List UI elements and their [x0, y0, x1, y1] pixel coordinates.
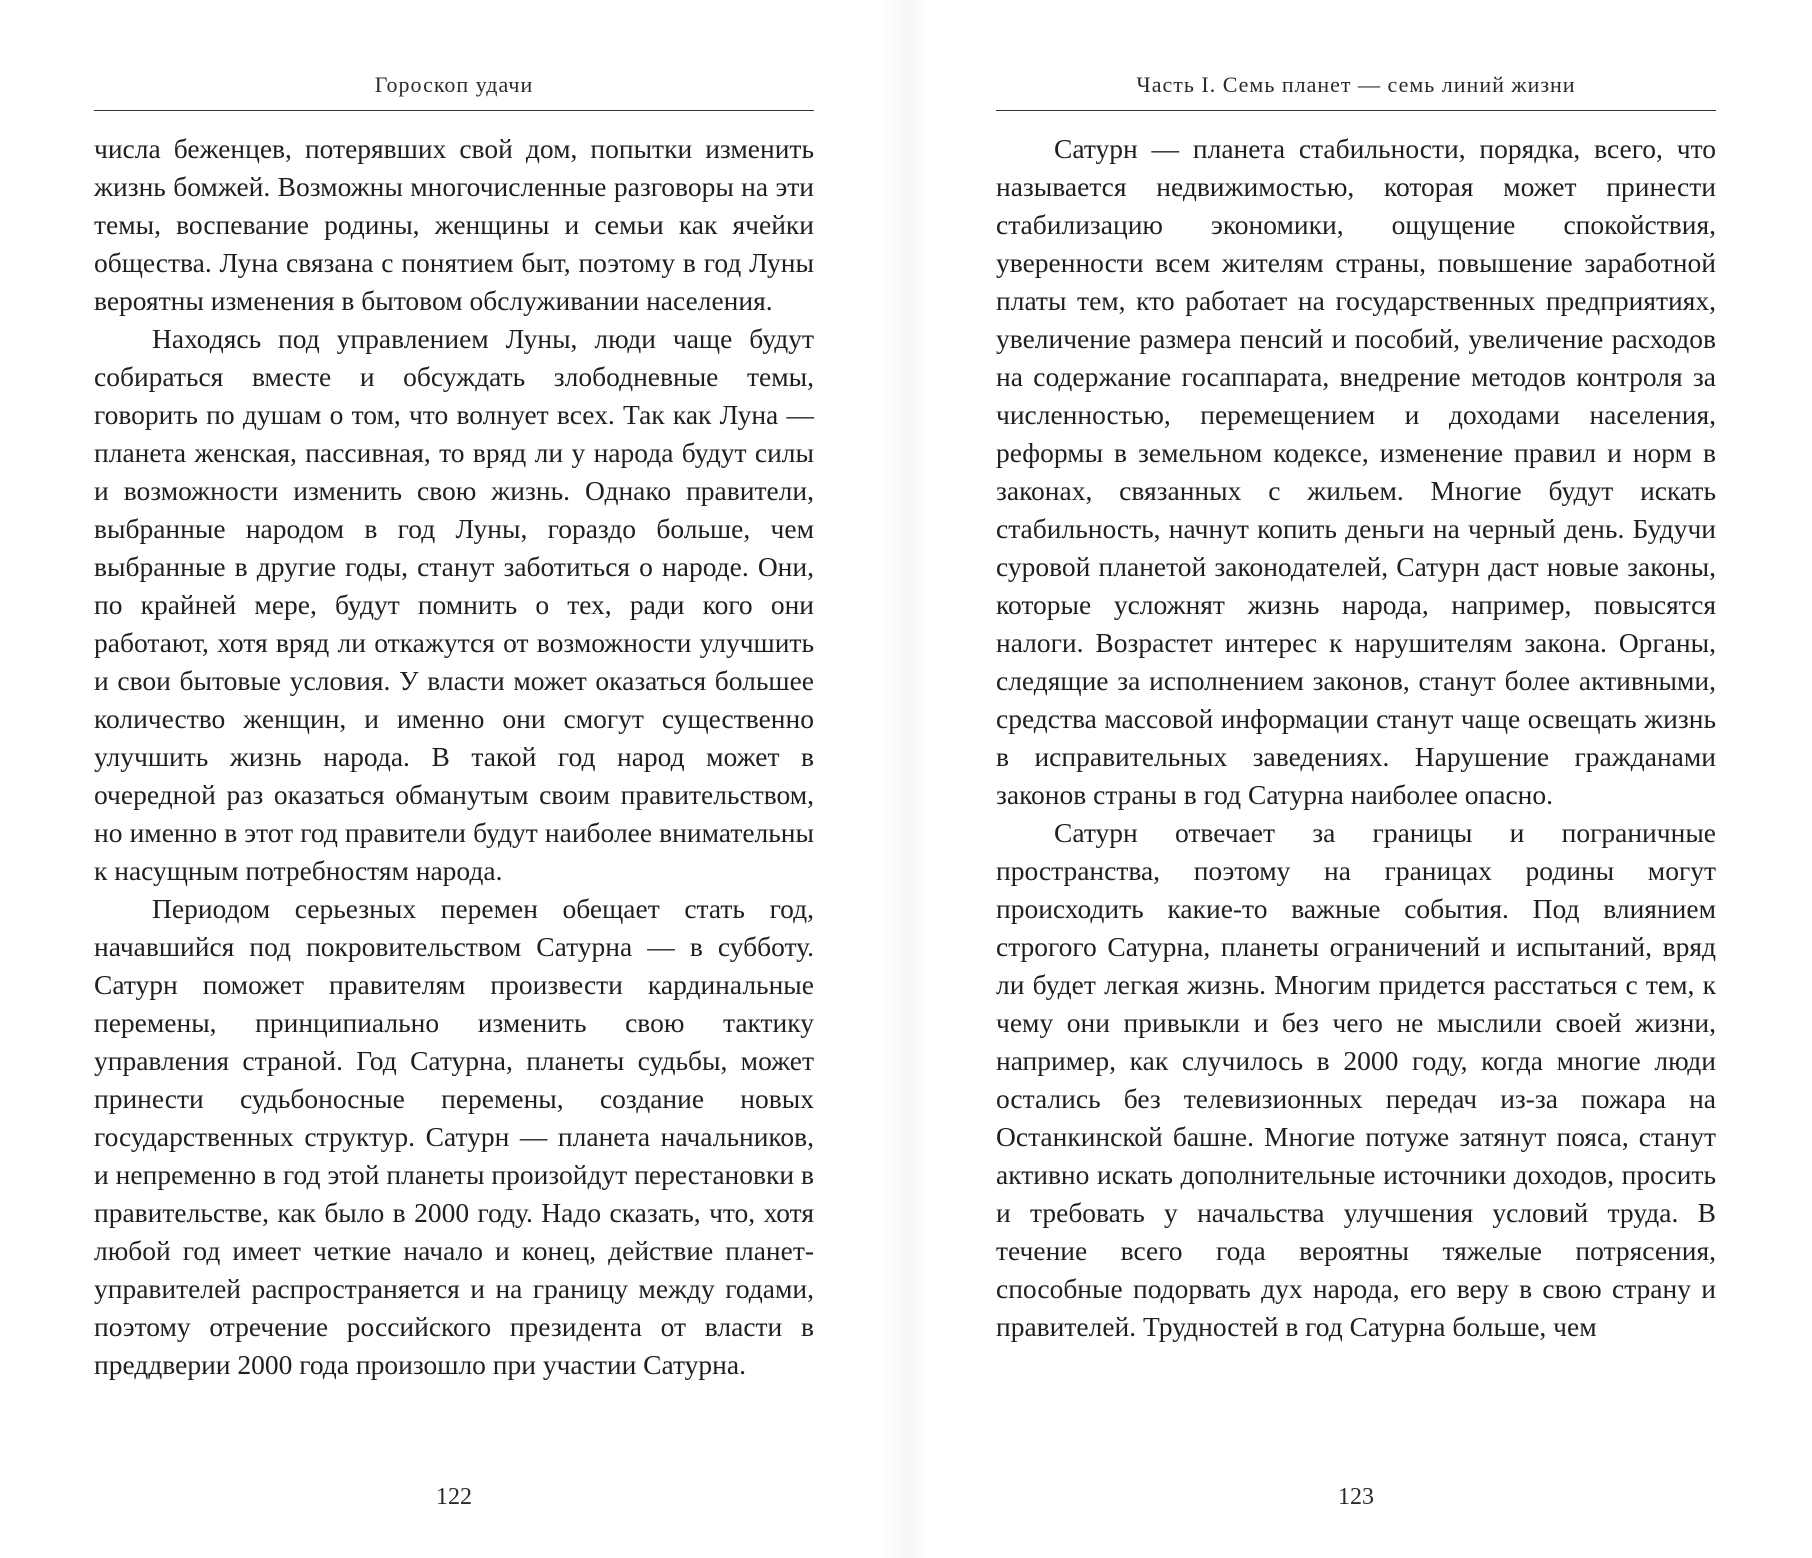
right-page [906, 0, 1812, 1558]
left-page-number: 122 [436, 1484, 472, 1510]
right-page-number: 123 [1338, 1484, 1374, 1510]
left-paragraph-2: Находясь под управлением Луны, люди чаще будут собираться вместе и обсуждать злободневные темы, говорить по душам о том, что волнует всех. Так как Луна — планета женская, пассивная, то вряд ли у народа будут силы и возможности изменить свою жизнь. Однако правители, выбранные народом в год Луны, гораздо больше, чем выбранные в другие годы, станут заботиться о народе. Они, по крайней мере, будут помнить о тех, ради кого они работают, хотя вряд ли откажутся от возможности улучшить и свои бытовые условия. У власти может оказаться большее количество женщин, и именно они смогут существенно улучшить жизнь народа. В такой год народ может в очередной раз оказаться обманутым своим правительством, но именно в этот год правители будут наиболее внимательны к насущным потребностям народа. [94, 323, 814, 886]
right-paragraph-1: Сатурн — планета стабильности, порядка, всего, что называется недвижимостью, которая может принести стабилизацию экономики, ощущение спокойствия, уверенности всем жителям страны, повышение заработной платы тем, кто работает на государственных предприятиях, увеличение размера пенсий и пособий, увеличение расходов на содержание госаппарата, внедрение методов контроля за численностью, перемещением и доходами населения, реформы в земельном кодексе, изменение правил и норм в законах, связанных с жильем. Многие будут искать стабильность, начнут копить деньги на черный день. Будучи суровой планетой законодателей, Сатурн даст новые законы, которые усложнят жизнь народа, например, повысятся налоги. Возрастет интерес к нарушителям закона. Органы, следящие за исполнением законов, станут более активными, средства массовой информации станут чаще освещать жизнь в исправительных заведениях. Нарушение гражданами законов страны в год Сатурна наиболее опасно. [996, 133, 1716, 810]
right-running-head: Часть I. Семь планет — семь линий жизни [996, 70, 1716, 111]
left-running-head: Гороскоп удачи [94, 70, 814, 111]
right-body-text [996, 130, 1716, 1346]
left-body-text [94, 130, 814, 1384]
left-paragraph-3: Периодом серьезных перемен обещает стать год, начавшийся под покровительством Сатурна — в субботу. Сатурн поможет правителям произвести кардинальные перемены, принципиально изменить свою тактику управления страной. Год Сатурна, планеты судьбы, может принести судьбоносные перемены, создание новых государственных структур. Сатурн — планета начальников, и непременно в год этой планеты произойдут перестановки в правительстве, как было в 2000 году. Надо сказать, что, хотя любой год имеет четкие начало и конец, действие планет-управителей распространяется и на границу между годами, поэтому отречение российского президента от власти в преддверии 2000 года произошло при участии Сатурна. [94, 893, 814, 1380]
left-paragraph-1: числа беженцев, потерявших свой дом, попытки изменить жизнь бомжей. Возможны многочисленные разговоры на эти темы, воспевание родины, женщины и семьи как ячейки общества. Луна связана с понятием быт, поэтому в год Луны вероятны изменения в бытовом обслуживании населения. [94, 133, 814, 316]
right-paragraph-2: Сатурн отвечает за границы и пограничные пространства, поэтому на границах родины могут происходить какие-то важные события. Под влиянием строгого Сатурна, планеты ограничений и испытаний, вряд ли будет легкая жизнь. Многим придется расстаться с тем, к чему они привыкли и без чего не мыслили своей жизни, например, как случилось в 2000 году, когда многие люди остались без телевизионных передач из-за пожара на Останкинской башне. Многие потуже затянут пояса, станут активно искать дополнительные источники доходов, просить и требовать у начальства улучшения условий труда. В течение всего года вероятны тяжелые потрясения, способные подорвать дух народа, его веру в свою страну и правителей. Трудностей в год Сатурна больше, чем [996, 817, 1716, 1342]
